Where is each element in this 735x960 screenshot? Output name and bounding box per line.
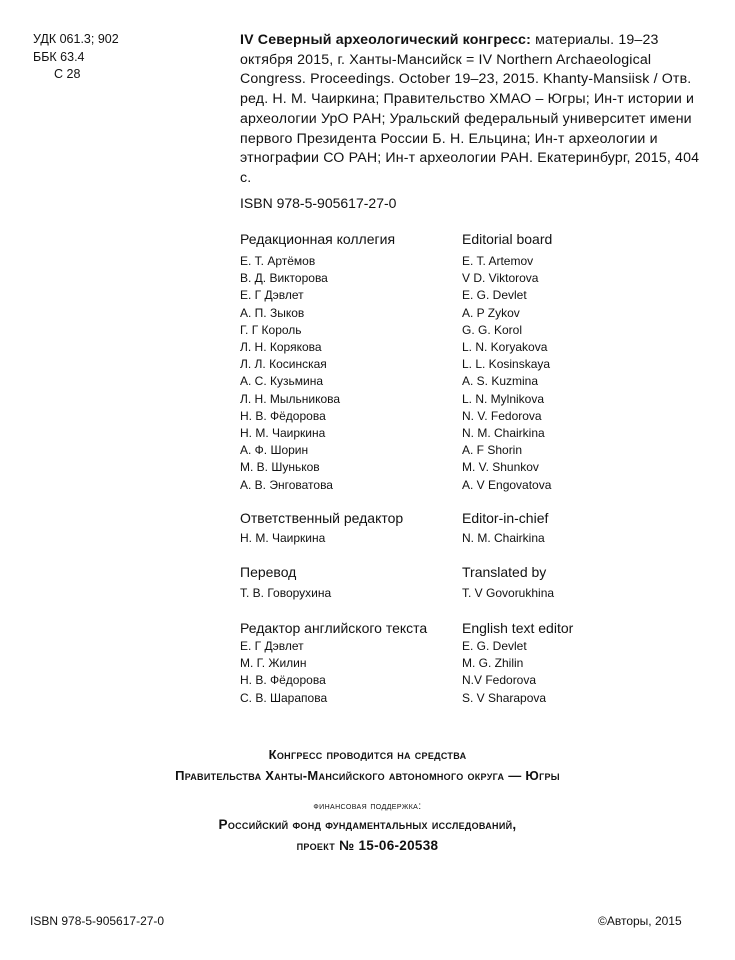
board-member-ru: А. Ф. Шорин xyxy=(240,443,309,458)
board-member-en: E. T. Artemov xyxy=(462,254,534,268)
board-member-en: L. N. Koryakova xyxy=(462,340,548,355)
board-member-en: E. G. Devlet xyxy=(462,288,527,303)
english-editor-header-en: English text editor xyxy=(462,620,574,636)
board-member-ru: А. В. Энговатова xyxy=(240,477,333,492)
board-member-ru: Е. Г Дэвлет xyxy=(240,288,304,303)
board-member-ru: М. В. Шуньков xyxy=(240,460,320,475)
board-member-en: N. V. Fedorova xyxy=(462,408,542,423)
board-member-ru: А. П. Зыков xyxy=(240,305,305,320)
english-editor-list-ru xyxy=(240,638,327,707)
english-editor-en: S. V Sharapova xyxy=(462,690,547,705)
board-member-en: V D. Viktorova xyxy=(462,271,539,286)
board-member-ru: Н. М. Чаиркина xyxy=(240,426,326,441)
editorial-board-header-en: Editorial board xyxy=(462,231,553,247)
board-member-ru: Л. Л. Косинская xyxy=(240,357,327,372)
board-member-en: A. F Shorin xyxy=(462,443,523,458)
editor-in-chief-header-ru: Ответственный редактор xyxy=(240,510,404,526)
editorial-board-list-ru xyxy=(240,253,340,494)
english-editor-header-ru: Редактор английского текста xyxy=(240,620,428,636)
board-member-ru: Н. В. Фёдорова xyxy=(240,408,326,423)
funding-line-3: Российский фонд фундаментальных исследований, xyxy=(218,817,517,832)
english-editor-en: N.V Fedorova xyxy=(462,673,537,688)
bibliographic-text: материалы. 19–23 октября 2015, г. Ханты-Мансийск = IV Northern Archaeological Congress. Proceedings. October 19–23, 2015. Khanty-Mansiisk / Отв. ред. Н. М. Чаиркина; Правительство ХМАО – Югры; Ин-т истории и археологии УрО РАН; Уральский федеральный университет имени первого Президента России Б. Н. Ельцина; Ин-т археологии и этнографии СО РАН; Ин-т археологии РАН. Екатеринбург, 2015, 404 с. xyxy=(240,32,700,186)
funding-line-4: проект № 15-06-20538 xyxy=(296,838,439,853)
english-editor-en: M. G. Zhilin xyxy=(462,656,524,671)
book-title: IV Северный археологический конгресс: xyxy=(240,32,531,48)
editor-in-chief-name-en: N. M. Chairkina xyxy=(462,531,545,545)
translation-header-ru: Перевод xyxy=(240,564,297,580)
board-member-en: L. N. Mylnikova xyxy=(462,391,545,406)
copyright: ©Авторы, 2015 xyxy=(598,914,682,928)
board-member-en: L. L. Kosinskaya xyxy=(462,357,551,372)
english-editor-list-en xyxy=(462,638,546,707)
english-editor-ru: М. Г. Жилин xyxy=(240,656,307,671)
board-member-en: M. V. Shunkov xyxy=(462,460,539,475)
english-editor-en: E. G. Devlet xyxy=(462,639,527,653)
editor-in-chief-name-ru: Н. М. Чаиркина xyxy=(240,531,326,545)
udc-block xyxy=(33,31,119,84)
bibliographic-description xyxy=(240,31,710,189)
english-editor-ru: Е. Г Дэвлет xyxy=(240,639,304,653)
isbn-top: ISBN 978-5-905617-27-0 xyxy=(240,195,397,211)
board-member-ru: В. Д. Викторова xyxy=(240,271,328,286)
translation-header-en: Translated by xyxy=(462,564,547,580)
board-member-ru: Л. Н. Мыльникова xyxy=(240,391,341,406)
editor-in-chief-header-en: Editor-in-chief xyxy=(462,510,549,526)
board-member-en: A. V Engovatova xyxy=(462,477,552,492)
board-member-en: A. S. Kuzmina xyxy=(462,374,539,389)
english-editor-ru: Н. В. Фёдорова xyxy=(240,673,326,688)
editorial-board-header-ru: Редакционная коллегия xyxy=(240,231,396,247)
bbk-code: ББК 63.4 xyxy=(33,49,85,64)
author-mark: С 28 xyxy=(54,67,81,81)
isbn-bottom: ISBN 978-5-905617-27-0 xyxy=(30,914,165,928)
udc-code: УДК 061.3; 902 xyxy=(33,32,119,46)
board-member-ru: Е. Т. Артёмов xyxy=(240,254,316,268)
editorial-board-list-en xyxy=(462,253,551,494)
translator-name-en: T. V Govorukhina xyxy=(462,586,555,600)
funding-support-label: финансовая поддержка: xyxy=(313,800,422,812)
board-member-en: A. P Zykov xyxy=(462,305,520,320)
board-member-ru: Л. Н. Корякова xyxy=(240,340,322,355)
funding-line-2: Правительства Ханты-Мансийского автономного округа — Югры xyxy=(175,768,560,783)
english-editor-ru: С. В. Шарапова xyxy=(240,690,328,705)
board-member-en: G. G. Korol xyxy=(462,322,523,337)
funding-line-1: Конгресс проводится на средства xyxy=(268,747,467,762)
board-member-en: N. M. Chairkina xyxy=(462,426,545,441)
board-member-ru: А. С. Кузьмина xyxy=(240,374,324,389)
translator-name-ru: Т. В. Говорухина xyxy=(240,586,332,600)
board-member-ru: Г. Г Король xyxy=(240,322,302,337)
